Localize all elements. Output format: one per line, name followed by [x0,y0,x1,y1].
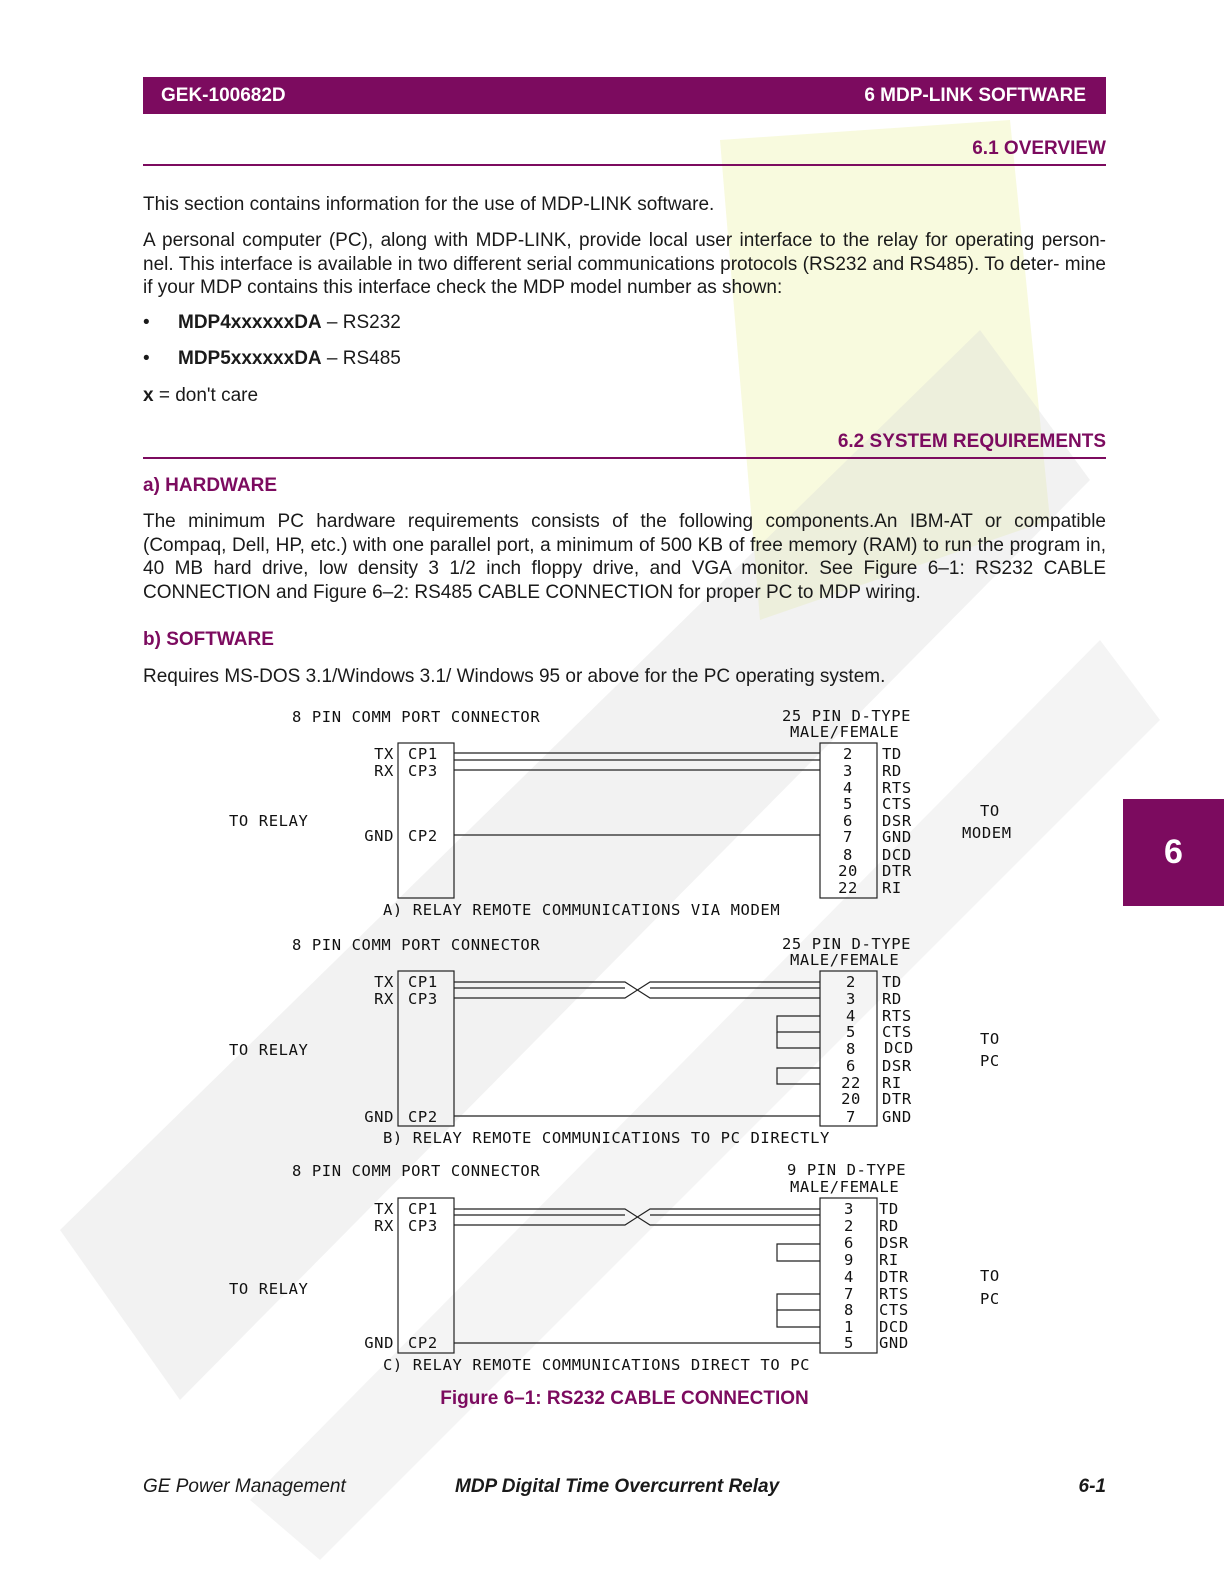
hardware-heading: a) HARDWARE [143,475,278,496]
chapter-tab: 6 [1123,799,1224,906]
diagram-c-right-title: 9 PIN D-TYPE [787,1161,907,1179]
bullet-dot: • [143,348,150,369]
doc-id: GEK-100682D [161,85,286,106]
relay-pin: CP3 [408,762,438,780]
dtype-pin: 5 [846,1023,856,1041]
dtype-pin: 7 [843,828,853,846]
diagram-a-right-title: 25 PIN D-TYPE [782,707,912,725]
relay-signal: GND [364,827,394,845]
relay-signal: RX [374,1217,394,1235]
dtype-signal: RTS [882,779,912,797]
dtype-signal: GND [879,1334,909,1352]
dtype-signal: RD [882,762,902,780]
diagram-c-side-label: TO RELAY [229,1280,309,1298]
dtype-pin: 2 [846,973,856,991]
dtype-pin: 3 [846,990,856,1008]
dtype-signal: DSR [882,812,912,830]
diagram-a-relay-pins [364,745,438,845]
model-number: MDP5xxxxxxDA [178,348,322,369]
footer-page-number: 6-1 [1078,1476,1106,1497]
relay-pin: CP1 [408,745,438,763]
dtype-pin: 2 [844,1217,854,1235]
section-heading-system-requirements: 6.2 SYSTEM REQUIREMENTS [143,431,1106,459]
dtype-pin: 4 [844,1268,854,1286]
relay-pin: CP1 [408,1200,438,1218]
software-heading: b) SOFTWARE [143,629,274,650]
diagram-b-left-title: 8 PIN COMM PORT CONNECTOR [292,936,541,954]
diagram-b-relay-pins [364,973,438,1126]
dtype-signal: TD [882,973,902,991]
model-number: MDP4xxxxxxDA [178,312,322,333]
chapter-title: 6 MDP-LINK SOFTWARE [864,85,1086,106]
diagram-b-right-title: 25 PIN D-TYPE [782,935,912,953]
dtype-pin: 6 [844,1234,854,1252]
footer-company: GE Power Management [143,1476,346,1497]
diagram-a-dest-2: MODEM [962,824,1012,842]
dtype-signal: CTS [879,1301,909,1319]
dtype-pin: 3 [843,762,853,780]
bullet-dot: • [143,312,150,333]
diagram-b-dest-2: PC [980,1052,1000,1070]
section-heading-overview: 6.1 OVERVIEW [143,138,1106,166]
dtype-signal: RTS [882,1007,912,1025]
relay-pin: CP2 [408,1334,438,1352]
dtype-pin: 6 [843,812,853,830]
dtype-pin: 1 [844,1318,854,1336]
dtype-pin: 9 [844,1251,854,1269]
overview-body: A personal computer (PC), along with MDP-LINK, provide local user interface to the relay for operating person- nel. This interface is available in two different serial communications protocols (RS232 and RS485). To deter- mine if your MDP contains this interface check the MDP model number as shown: [143,230,1106,299]
dtype-signal: RI [879,1251,899,1269]
diagram-a-left-title: 8 PIN COMM PORT CONNECTOR [292,708,541,726]
relay-signal: GND [364,1108,394,1126]
dtype-signal: RI [882,879,902,897]
dtype-signal: DCD [884,1039,914,1057]
diagram-a-side-label: TO RELAY [229,812,309,830]
relay-signal: GND [364,1334,394,1352]
dtype-signal: RD [882,990,902,1008]
diagram-b-right-subtitle: MALE/FEMALE [790,951,900,969]
dtype-pin: 22 [838,879,858,897]
dtype-signal: GND [882,828,912,846]
dtype-pin: 22 [841,1074,861,1092]
diagram-b-dest-1: TO [980,1030,1000,1048]
dtype-signal: DTR [882,1090,912,1108]
diagram-c-dest-1: TO [980,1267,1000,1285]
relay-signal: TX [374,973,394,991]
relay-signal: TX [374,1200,394,1218]
diagram-b-side-label: TO RELAY [229,1041,309,1059]
dtype-pin: 20 [841,1090,861,1108]
relay-signal: TX [374,745,394,763]
dtype-signal: RI [882,1074,902,1092]
dtype-signal: GND [882,1108,912,1126]
relay-signal: RX [374,762,394,780]
dtype-signal: DSR [879,1234,909,1252]
relay-pin: CP2 [408,827,438,845]
diagram-b-caption: B) RELAY REMOTE COMMUNICATIONS TO PC DIRECTLY [383,1129,830,1147]
note-text: = don't care [153,385,259,406]
diagram-c-left-title: 8 PIN COMM PORT CONNECTOR [292,1162,541,1180]
diagram-c-right-subtitle: MALE/FEMALE [790,1178,900,1196]
diagram-c-dest-2: PC [980,1290,1000,1308]
diagram-a-caption: A) RELAY REMOTE COMMUNICATIONS VIA MODEM [383,901,781,919]
diagram-a-right-subtitle: MALE/FEMALE [790,723,900,741]
relay-pin: CP3 [408,1217,438,1235]
dtype-signal: RTS [879,1285,909,1303]
dtype-signal: TD [879,1200,899,1218]
dtype-pin: 3 [844,1200,854,1218]
software-text: Requires MS-DOS 3.1/Windows 3.1/ Windows 95 or above for the PC operating system. [143,666,886,687]
dtype-pin: 5 [843,795,853,813]
dtype-pin: 8 [846,1040,856,1058]
note-key: x [143,385,154,406]
relay-pin: CP1 [408,973,438,991]
diagram-a-dest-1: TO [980,802,1000,820]
dtype-signal: DTR [879,1268,909,1286]
dtype-signal: RD [879,1217,899,1235]
dtype-signal: DTR [882,862,912,880]
diagram-c-caption: C) RELAY REMOTE COMMUNICATIONS DIRECT TO PC [383,1356,811,1374]
dtype-signal: CTS [882,1023,912,1041]
dtype-pin: 6 [846,1057,856,1075]
dtype-pin: 4 [843,779,853,797]
model-desc: – RS232 [321,312,401,333]
dtype-pin: 7 [844,1285,854,1303]
dtype-pin: 4 [846,1007,856,1025]
dtype-pin: 8 [844,1301,854,1319]
dtype-pin: 20 [838,862,858,880]
diagram-a-dtype-pins [838,745,912,897]
overview-intro: This section contains information for the use of MDP-LINK software. [143,194,715,215]
dtype-pin: 5 [844,1334,854,1352]
dtype-pin: 8 [843,846,853,864]
dtype-pin: 2 [843,745,853,763]
dtype-signal: DSR [882,1057,912,1075]
figure-caption: Figure 6–1: RS232 CABLE CONNECTION [440,1388,809,1409]
diagram-c-relay-pins [364,1200,438,1352]
relay-pin: CP3 [408,990,438,1008]
dtype-signal: DCD [879,1318,909,1336]
dtype-pin: 7 [846,1108,856,1126]
model-desc: – RS485 [321,348,401,369]
relay-pin: CP2 [408,1108,438,1126]
dtype-signal: DCD [882,846,912,864]
dtype-signal: TD [882,745,902,763]
relay-signal: RX [374,990,394,1008]
footer-product: MDP Digital Time Overcurrent Relay [455,1476,780,1497]
hardware-text: The minimum PC hardware requirements consists of the following components.An IBM-AT or compatible (Compaq, Dell, HP, etc.) with one parallel port, a minimum of 500 KB of free memory (RAM) to run the program in, 40 MB hard drive, low density 3 1/2 inch floppy drive, and VGA monitor. See Figure 6–1: RS232 CABLE CONNECTION and Figure 6–2: RS485 CABLE CONNECTION for proper PC to MDP wiring. [143,511,1106,604]
dtype-signal: CTS [882,795,912,813]
